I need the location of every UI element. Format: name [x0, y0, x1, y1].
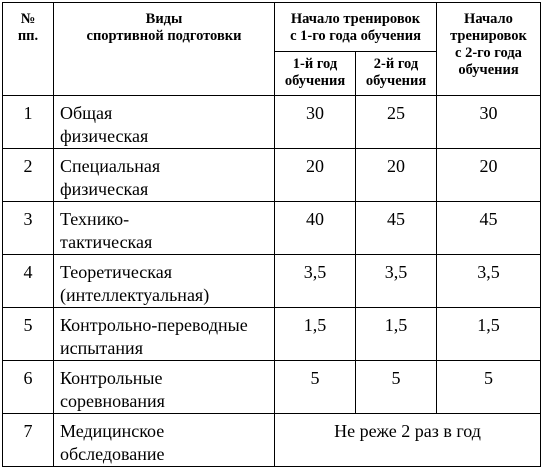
- header-number-line-1: №: [20, 11, 36, 27]
- row-merged-value: Не реже 2 раз в год: [275, 414, 541, 467]
- header-group-2-line-2: тренировок: [450, 28, 527, 44]
- row-value-year-1: 3,5: [275, 255, 356, 308]
- row-kind: [54, 255, 275, 308]
- header-row-top: [3, 3, 541, 52]
- row-value-year-2: 5: [356, 361, 437, 414]
- row-value-group-2: 30: [437, 96, 541, 149]
- row-kind-line-1: Общая: [60, 103, 113, 123]
- row-kind-line-1: Технико-: [60, 209, 130, 229]
- row-value-year-2: 20: [356, 149, 437, 202]
- row-value-group-2: 5: [437, 361, 541, 414]
- row-kind-line-1: Контрольные: [60, 368, 163, 388]
- header-group-1: [275, 3, 437, 52]
- row-kind: [54, 414, 275, 467]
- row-value-group-2: 1,5: [437, 308, 541, 361]
- table-row: [3, 202, 541, 255]
- row-kind-line-1: Контрольно-переводные: [60, 315, 248, 335]
- training-table: [2, 2, 541, 467]
- row-value-year-1: 5: [275, 361, 356, 414]
- row-kind: [54, 202, 275, 255]
- table-row: [3, 255, 541, 308]
- row-kind-line-2: соревнования: [60, 391, 165, 411]
- table-row-last: [3, 414, 541, 467]
- header-year-2: [356, 52, 437, 96]
- row-number: 7: [3, 414, 54, 467]
- header-kind-line-2: спортивной подготовки: [86, 28, 242, 44]
- row-kind: [54, 308, 275, 361]
- header-number-col: [3, 3, 54, 96]
- header-year-2-line-2: обучения: [365, 73, 427, 89]
- row-number: 4: [3, 255, 54, 308]
- row-value-group-2: 3,5: [437, 255, 541, 308]
- header-year-2-line-1: 2-й год: [373, 56, 419, 72]
- header-kind-col: [54, 3, 275, 96]
- header-group-2-line-1: Начало: [464, 11, 513, 27]
- row-value-group-2: 45: [437, 202, 541, 255]
- row-number: 2: [3, 149, 54, 202]
- row-value-year-2: 45: [356, 202, 437, 255]
- header-group-2-line-3: с 2-го года: [455, 45, 522, 61]
- header-year-1-line-1: 1-й год: [292, 56, 338, 72]
- row-kind-line-2: обследование: [60, 444, 165, 464]
- row-number: 3: [3, 202, 54, 255]
- row-kind-line-2: (интеллектуальная): [60, 285, 210, 305]
- table-row: [3, 308, 541, 361]
- row-kind: [54, 96, 275, 149]
- table-row: [3, 149, 541, 202]
- header-group-2: [437, 3, 541, 96]
- row-kind-line-1: Специальная: [60, 156, 161, 176]
- row-kind-line-2: физическая: [60, 126, 149, 146]
- row-value-year-2: 3,5: [356, 255, 437, 308]
- header-group-1-line-1: Начало тренировок: [290, 11, 421, 27]
- header-year-1-line-2: обучения: [284, 73, 346, 89]
- row-value-group-2: 20: [437, 149, 541, 202]
- row-kind: [54, 149, 275, 202]
- row-number: 1: [3, 96, 54, 149]
- row-value-year-2: 1,5: [356, 308, 437, 361]
- header-year-1: [275, 52, 356, 96]
- row-value-year-2: 25: [356, 96, 437, 149]
- header-kind-line-1: Виды: [145, 11, 183, 27]
- row-number: 5: [3, 308, 54, 361]
- row-kind: [54, 361, 275, 414]
- table-row: [3, 361, 541, 414]
- row-kind-line-1: Медицинское: [60, 421, 165, 441]
- row-value-year-1: 40: [275, 202, 356, 255]
- row-kind-line-2: испытания: [60, 338, 143, 358]
- header-number-line-2: пп.: [17, 28, 39, 44]
- row-value-year-1: 1,5: [275, 308, 356, 361]
- header-group-1-line-2: с 1-го года обучения: [290, 28, 421, 44]
- row-value-year-1: 30: [275, 96, 356, 149]
- row-kind-line-2: физическая: [60, 179, 149, 199]
- row-number: 6: [3, 361, 54, 414]
- row-kind-line-1: Теоретическая: [60, 262, 173, 282]
- header-group-2-line-4: обучения: [458, 62, 519, 78]
- table-row: [3, 96, 541, 149]
- row-kind-line-2: тактическая: [60, 232, 153, 252]
- row-value-year-1: 20: [275, 149, 356, 202]
